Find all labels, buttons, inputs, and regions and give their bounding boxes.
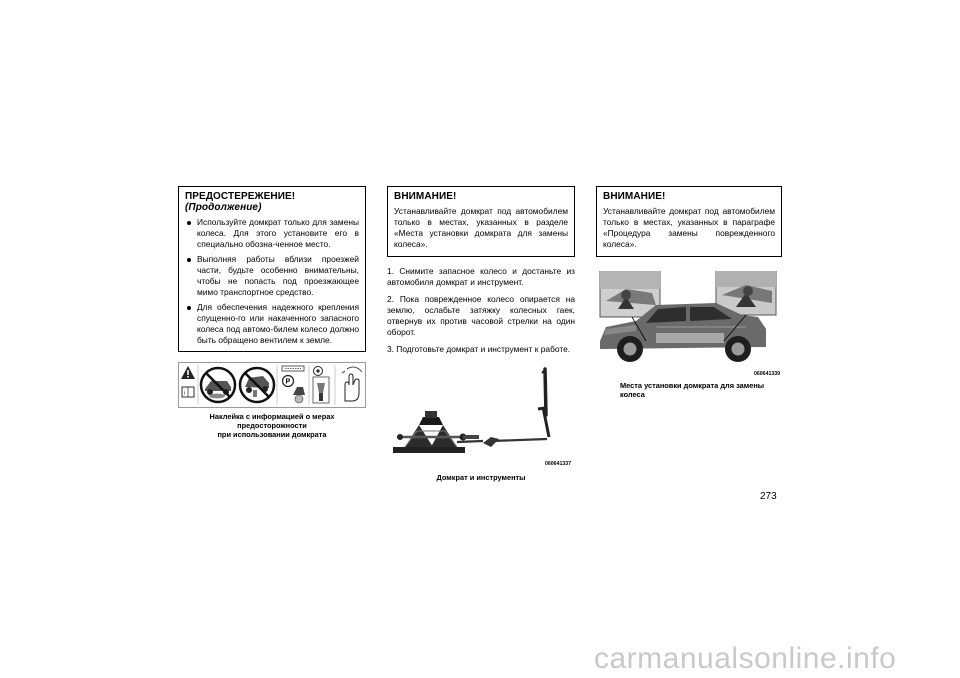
- step-1: 1. Снимите запасное колесо и достаньте из автомобиля домкрат и инструмент.: [387, 266, 575, 287]
- warning-triangle-icon: [181, 366, 195, 379]
- warning-bullet-2: Выполняя работы вблизи проезжей части, будьте особенно внимательны, чтобы не попасть под проезжающее мимо транспортное средство.: [197, 254, 359, 297]
- safety-label-icons: [179, 363, 365, 407]
- warning-title-text: ПРЕДОСТЕРЕЖЕНИЕ!: [185, 191, 296, 202]
- step-3: 3. Подготовьте домкрат и инструмент к работе.: [387, 344, 571, 354]
- column-3: [596, 186, 782, 399]
- page-number: 273: [760, 491, 777, 502]
- jack-handle-rod: [493, 439, 547, 441]
- column-2: [387, 186, 575, 482]
- safety-label-caption-line1: Наклейка с информацией о мерах предосторожности: [209, 412, 335, 430]
- jack-image-code: 060641337: [545, 461, 571, 467]
- jack-locations-caption: Места установки домкрата для замены колеса: [620, 381, 765, 399]
- notice-text-1: Устанавливайте домкрат под автомобилем только в местах, указанных в разделе «Места установки домкрата для замены колеса».: [394, 206, 568, 249]
- lug-wrench-icon: [538, 369, 549, 437]
- scissor-jack-drawing: [387, 361, 575, 461]
- warning-box: [178, 186, 366, 352]
- warning-title-continued: (Продолжение): [185, 202, 262, 213]
- step-2: 2. Пока поврежденное колесо опирается на землю, ослабьте затяжку колесных гаек, отвернув их против часовой стрелки на один оборот.: [387, 294, 575, 337]
- jack-safety-label-image: [178, 362, 366, 408]
- safety-label-caption: [178, 412, 366, 439]
- watermark: carmanualsonline.info: [594, 642, 897, 675]
- park-gear-icon: [282, 366, 305, 403]
- jack-locations-image-code: 060641339: [754, 371, 780, 377]
- column-1: [178, 186, 366, 439]
- no-start-on-jack-icon: [240, 368, 274, 402]
- suv-jack-points-drawing: [596, 271, 782, 371]
- notice-box-1: [387, 186, 575, 257]
- notice-text-2: Устанавливайте домкрат под автомобилем только в местах, указанных в параграфе «Процедура замены поврежденного колеса».: [603, 206, 775, 249]
- safety-label-caption-line2: при использовании домкрата: [217, 430, 327, 439]
- manual-book-icon: [182, 387, 194, 397]
- procedure-steps: [387, 266, 575, 355]
- jack-tools-caption: Домкрат и инструменты: [436, 473, 526, 482]
- jack-locations-image: [596, 271, 782, 377]
- notice-title-1: ВНИМАНИЕ!: [394, 191, 457, 202]
- no-person-under-car-icon: [201, 368, 235, 402]
- hand-turn-icon: [342, 367, 362, 401]
- warning-bullet-1: Используйте домкрат только для замены колеса. Для этого установите его в специально обозна-ченное место.: [197, 217, 359, 249]
- warning-bullet-3: Для обеспечения надежного крепления спущенно-го или накаченного запасного колеса под автомо-билем колесо должно быть обращено вентилем к земле.: [197, 302, 359, 345]
- notice-box-2: [596, 186, 782, 257]
- jack-and-tools-image: [387, 361, 575, 467]
- warning-bullet-list: [185, 217, 359, 346]
- svg-text:i: i: [184, 390, 186, 397]
- scissor-jack-icon: [393, 411, 479, 453]
- warning-title: [185, 191, 359, 213]
- svg-text:P: P: [285, 378, 291, 386]
- jack-placement-icon: [313, 367, 329, 404]
- wrench-socket-icon: [483, 437, 499, 447]
- notice-title-2: ВНИМАНИЕ!: [603, 191, 666, 202]
